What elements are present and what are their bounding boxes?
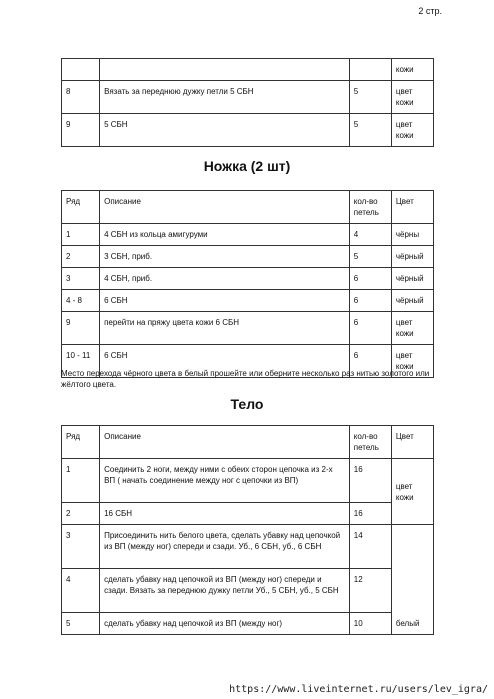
- header-color: Цвет: [391, 191, 433, 224]
- cell-count: [349, 59, 391, 81]
- table-row: [62, 569, 434, 613]
- cell-row: 9: [62, 114, 100, 147]
- cell-desc: [100, 59, 350, 81]
- table-row: [62, 81, 434, 114]
- leg-note: Место перехода чёрного цвета в белый прошейте или оберните несколько раз нитью золотого или жёлтого цвета.: [61, 369, 430, 389]
- header-count: кол-во петель: [349, 426, 391, 459]
- page-number: 2 стр.: [418, 6, 442, 16]
- cell-desc: 4 СБН, приб.: [100, 268, 350, 290]
- table-row: [62, 224, 434, 246]
- cell-row: [62, 59, 100, 81]
- cell-count: 12: [349, 569, 391, 613]
- header-row: Ряд: [62, 191, 100, 224]
- table-row: [62, 114, 434, 147]
- table-row: [62, 503, 434, 525]
- header-count: кол-во петель: [349, 191, 391, 224]
- cell-color: чёрный: [391, 246, 433, 268]
- cell-count: 6: [349, 290, 391, 312]
- cell-desc: Вязать за переднюю дужку петли 5 СБН: [100, 81, 350, 114]
- cell-count: 16: [349, 459, 391, 503]
- cell-count: 6: [349, 345, 391, 378]
- cell-row: 2: [62, 246, 100, 268]
- cell-color: цвет кожи: [391, 114, 433, 147]
- cell-count: 14: [349, 525, 391, 569]
- header-desc: Описание: [100, 426, 350, 459]
- cell-desc: 4 СБН из кольца амигуруми: [100, 224, 350, 246]
- cell-desc: Соединить 2 ноги, между ними с обеих сторон цепочка из 2-х ВП ( начать соединение между ног с цепочки из ВП): [100, 459, 350, 503]
- cell-color: чёрны: [391, 224, 433, 246]
- cell-color: цвет кожи: [391, 312, 433, 345]
- header-row: Ряд: [62, 426, 100, 459]
- cell-desc: 5 СБН: [100, 114, 350, 147]
- table-row: [62, 290, 434, 312]
- cell-desc: 3 СБН, приб.: [100, 246, 350, 268]
- cell-count: 4: [349, 224, 391, 246]
- body-title: Тело: [230, 396, 264, 412]
- cell-desc: 16 СБН: [100, 503, 350, 525]
- table-row: [62, 246, 434, 268]
- cell-color: чёрный: [391, 268, 433, 290]
- table-body: [61, 425, 434, 635]
- table-row: [62, 613, 434, 635]
- cell-count: 6: [349, 268, 391, 290]
- cell-row: 5: [62, 613, 100, 635]
- cell-color: цвет кожи: [391, 345, 433, 378]
- cell-count: 10: [349, 613, 391, 635]
- cell-row: 2: [62, 503, 100, 525]
- cell-desc: перейти на пряжу цвета кожи 6 СБН: [100, 312, 350, 345]
- cell-color-white: белый: [391, 525, 433, 635]
- header-color: Цвет: [391, 426, 433, 459]
- cell-count: 6: [349, 312, 391, 345]
- cell-row: 3: [62, 268, 100, 290]
- source-watermark: https://www.liveinternet.ru/users/lev_igra/: [229, 684, 488, 695]
- cell-count: 5: [349, 114, 391, 147]
- table-continuation: [61, 58, 434, 147]
- table-row: [62, 59, 434, 81]
- table-row: [62, 268, 434, 290]
- cell-count: 16: [349, 503, 391, 525]
- cell-count: 5: [349, 81, 391, 114]
- cell-color: чёрный: [391, 290, 433, 312]
- cell-color: кожи: [391, 59, 433, 81]
- cell-desc: сделать убавку над цепочкой из ВП (между ног) спереди и сзади. Вязать за переднюю дужку петли Уб., 5 СБН, уб., 5 СБН: [100, 569, 350, 613]
- cell-color: цвет кожи: [391, 81, 433, 114]
- table-header-row: [62, 426, 434, 459]
- table-header-row: [62, 191, 434, 224]
- cell-color-skin: цвет кожи: [391, 459, 433, 525]
- cell-row: 1: [62, 224, 100, 246]
- table-row: [62, 312, 434, 345]
- table-leg: [61, 190, 434, 378]
- header-desc: Описание: [100, 191, 350, 224]
- cell-row: 9: [62, 312, 100, 345]
- table-row: [62, 459, 434, 503]
- cell-row: 4: [62, 569, 100, 613]
- cell-desc: 6 СБН: [100, 290, 350, 312]
- cell-desc: сделать убавку над цепочкой из ВП (между ног): [100, 613, 350, 635]
- cell-row: 3: [62, 525, 100, 569]
- cell-desc: Присоединить нить белого цвета, сделать убавку над цепочкой из ВП (между ног) спереди и сзади. Уб., 6 СБН, уб., 6 СБН: [100, 525, 350, 569]
- cell-row: 10 - 11: [62, 345, 100, 378]
- leg-title: Ножка (2 шт): [203, 158, 291, 174]
- table-row: [62, 525, 434, 569]
- cell-row: 1: [62, 459, 100, 503]
- cell-row: 4 - 8: [62, 290, 100, 312]
- cell-count: 5: [349, 246, 391, 268]
- cell-row: 8: [62, 81, 100, 114]
- cell-desc: 6 СБН: [100, 345, 350, 378]
